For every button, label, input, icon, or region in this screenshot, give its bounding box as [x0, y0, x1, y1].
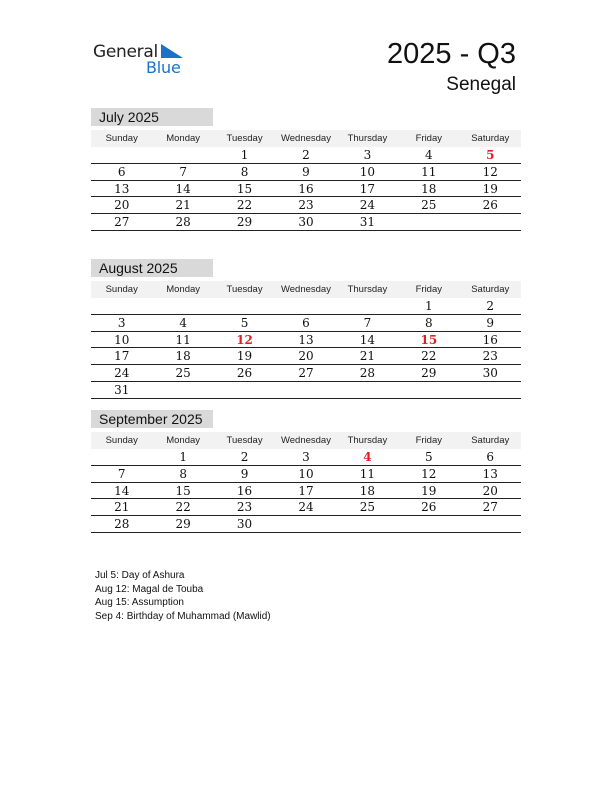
- day-cell: 24: [359, 198, 376, 213]
- day-cell: 5: [486, 148, 495, 162]
- week-grid: [91, 449, 521, 533]
- logo-text-general: General: [93, 42, 158, 62]
- month-july: [91, 108, 521, 231]
- country-name: Senegal: [446, 74, 516, 95]
- holiday-note: Aug 12: Magal de Touba: [95, 583, 204, 595]
- day-cell: 22: [175, 500, 191, 515]
- day-cell: 2: [240, 450, 249, 464]
- day-cell: 5: [425, 450, 433, 464]
- day-cell: 27: [114, 215, 130, 230]
- day-cell: 16: [482, 332, 498, 347]
- day-cell: 4: [179, 315, 187, 330]
- day-cell: 25: [421, 198, 437, 213]
- day-cell: 7: [117, 466, 126, 481]
- empty-day-cell: [337, 516, 398, 532]
- day-cell: 17: [359, 181, 376, 196]
- empty-day-cell: [214, 298, 275, 314]
- day-cell: 6: [302, 315, 310, 330]
- day-cell: 1: [179, 450, 187, 464]
- day-cell: 30: [298, 215, 314, 230]
- day-cell: 28: [359, 366, 376, 381]
- day-cell: 14: [175, 181, 191, 196]
- day-cell: 18: [421, 181, 437, 196]
- weekday-label: Thursday: [347, 133, 388, 144]
- week-row: [91, 298, 521, 315]
- empty-day-cell: [275, 298, 336, 314]
- day-cell: 8: [240, 164, 249, 179]
- day-cell: 19: [482, 181, 498, 196]
- day-cell: 27: [482, 500, 498, 515]
- empty-day-cell: [152, 382, 213, 398]
- holiday-note: Aug 15: Assumption: [95, 597, 184, 608]
- empty-day-cell: [275, 516, 336, 532]
- day-cell: 1: [425, 299, 433, 313]
- week-row: [91, 197, 521, 214]
- week-grid: [91, 147, 521, 231]
- day-cell: 5: [240, 315, 249, 330]
- day-cell: 2: [302, 148, 310, 162]
- week-row: [91, 449, 521, 466]
- weekday-header: [91, 281, 521, 298]
- empty-day-cell: [460, 516, 521, 532]
- weekday-label: Saturday: [471, 133, 510, 144]
- day-cell: 11: [421, 164, 437, 179]
- day-cell: 21: [175, 198, 191, 213]
- weekday-label: Friday: [415, 284, 443, 295]
- day-cell: 30: [236, 517, 253, 532]
- day-cell: 17: [298, 483, 314, 498]
- day-cell: 13: [298, 332, 314, 347]
- day-cell: 3: [302, 450, 310, 464]
- empty-day-cell: [152, 298, 213, 314]
- weekday-label: Monday: [166, 284, 201, 295]
- day-cell: 13: [482, 466, 498, 481]
- weekday-header: [91, 130, 521, 147]
- day-cell: 29: [236, 215, 253, 230]
- weekday-header: [91, 432, 521, 449]
- empty-day-cell: [460, 214, 521, 230]
- empty-day-cell: [91, 449, 152, 465]
- day-cell: 26: [236, 366, 253, 381]
- week-row: [91, 214, 521, 231]
- day-cell: 23: [236, 500, 253, 515]
- day-cell: 18: [175, 349, 191, 364]
- empty-day-cell: [398, 382, 459, 398]
- holiday-notes: [95, 569, 271, 623]
- day-cell: 8: [179, 466, 187, 481]
- day-cell: 28: [175, 215, 191, 230]
- month-august: [91, 259, 521, 399]
- day-cell: 19: [421, 483, 437, 498]
- weekday-label: Thursday: [347, 435, 388, 446]
- day-cell: 12: [482, 164, 498, 179]
- day-cell: 6: [486, 450, 495, 464]
- page-title: 2025 - Q3: [387, 38, 516, 70]
- day-cell: 25: [359, 500, 376, 515]
- day-cell: 29: [421, 366, 437, 381]
- day-cell: 10: [359, 164, 376, 179]
- day-cell: 10: [298, 466, 314, 481]
- weekday-label: Wednesday: [280, 284, 331, 295]
- day-cell: 2: [486, 299, 495, 313]
- day-cell: 18: [359, 483, 376, 498]
- day-cell: 23: [298, 198, 314, 213]
- month-september: [91, 410, 521, 533]
- day-cell: 14: [359, 332, 376, 347]
- week-row: [91, 147, 521, 164]
- logo-text-blue: Blue: [146, 58, 181, 77]
- day-cell: 9: [302, 164, 310, 179]
- day-cell: 21: [359, 349, 376, 364]
- month-label: July 2025: [91, 108, 213, 126]
- day-cell: 11: [359, 466, 376, 481]
- day-cell: 28: [114, 517, 130, 532]
- day-cell: 16: [236, 483, 253, 498]
- weekday-label: Tuesday: [226, 133, 263, 144]
- empty-day-cell: [91, 298, 152, 314]
- week-row: [91, 499, 521, 516]
- weekday-label: Monday: [166, 435, 201, 446]
- day-cell: 27: [298, 366, 314, 381]
- weekday-label: Tuesday: [226, 435, 263, 446]
- empty-day-cell: [91, 147, 152, 163]
- day-cell: 1: [240, 148, 249, 162]
- weekday-label: Saturday: [471, 435, 510, 446]
- day-cell: 9: [240, 466, 249, 481]
- day-cell: 7: [363, 315, 372, 330]
- week-row: [91, 164, 521, 181]
- day-cell: 17: [114, 349, 130, 364]
- day-cell: 24: [298, 500, 314, 515]
- empty-day-cell: [275, 382, 336, 398]
- day-cell: 15: [420, 332, 438, 347]
- day-cell: 21: [114, 500, 130, 515]
- day-cell: 31: [359, 215, 376, 230]
- day-cell: 29: [175, 517, 191, 532]
- day-cell: 12: [236, 332, 253, 347]
- month-label: August 2025: [91, 259, 213, 277]
- empty-day-cell: [337, 298, 398, 314]
- day-cell: 7: [179, 164, 187, 179]
- day-cell: 22: [236, 198, 253, 213]
- empty-day-cell: [460, 382, 521, 398]
- day-cell: 10: [114, 332, 130, 347]
- day-cell: 19: [236, 349, 253, 364]
- day-cell: 22: [421, 349, 437, 364]
- day-cell: 30: [482, 366, 498, 381]
- day-cell: 8: [425, 315, 433, 330]
- day-cell: 26: [482, 198, 498, 213]
- week-row: [91, 466, 521, 483]
- day-cell: 12: [421, 466, 437, 481]
- empty-day-cell: [398, 214, 459, 230]
- day-cell: 11: [175, 332, 191, 347]
- day-cell: 3: [363, 148, 372, 162]
- generalblue-logo: [93, 40, 193, 80]
- empty-day-cell: [398, 516, 459, 532]
- day-cell: 15: [236, 181, 253, 196]
- week-row: [91, 483, 521, 500]
- day-cell: 25: [175, 366, 191, 381]
- weekday-label: Friday: [415, 435, 443, 446]
- week-row: [91, 315, 521, 332]
- weekday-label: Saturday: [471, 284, 510, 295]
- day-cell: 4: [363, 450, 372, 464]
- month-label: September 2025: [91, 410, 213, 428]
- day-cell: 9: [486, 315, 495, 330]
- weekday-label: Thursday: [347, 284, 388, 295]
- week-grid: [91, 298, 521, 399]
- empty-day-cell: [337, 382, 398, 398]
- day-cell: 15: [175, 483, 191, 498]
- weekday-label: Sunday: [105, 133, 138, 144]
- day-cell: 26: [421, 500, 437, 515]
- weekday-label: Wednesday: [280, 435, 331, 446]
- day-cell: 14: [114, 483, 130, 498]
- day-cell: 20: [298, 349, 314, 364]
- week-row: [91, 365, 521, 382]
- week-row: [91, 382, 521, 399]
- day-cell: 6: [117, 164, 126, 179]
- week-row: [91, 332, 521, 349]
- weekday-label: Tuesday: [226, 284, 263, 295]
- week-row: [91, 348, 521, 365]
- day-cell: 20: [114, 198, 130, 213]
- week-row: [91, 181, 521, 198]
- holiday-note: Jul 5: Day of Ashura: [95, 570, 185, 581]
- empty-day-cell: [214, 382, 275, 398]
- day-cell: 31: [114, 382, 130, 397]
- day-cell: 23: [482, 349, 498, 364]
- weekday-label: Friday: [415, 133, 443, 144]
- weekday-label: Sunday: [105, 284, 138, 295]
- week-row: [91, 516, 521, 533]
- day-cell: 4: [425, 148, 433, 162]
- day-cell: 16: [298, 181, 314, 196]
- weekday-label: Sunday: [105, 435, 138, 446]
- empty-day-cell: [152, 147, 213, 163]
- weekday-label: Wednesday: [280, 133, 331, 144]
- holiday-note: Sep 4: Birthday of Muhammad (Mawlid): [95, 610, 271, 622]
- day-cell: 13: [114, 181, 130, 196]
- weekday-label: Monday: [166, 133, 201, 144]
- day-cell: 20: [482, 483, 498, 498]
- day-cell: 24: [114, 366, 130, 381]
- day-cell: 3: [117, 315, 126, 330]
